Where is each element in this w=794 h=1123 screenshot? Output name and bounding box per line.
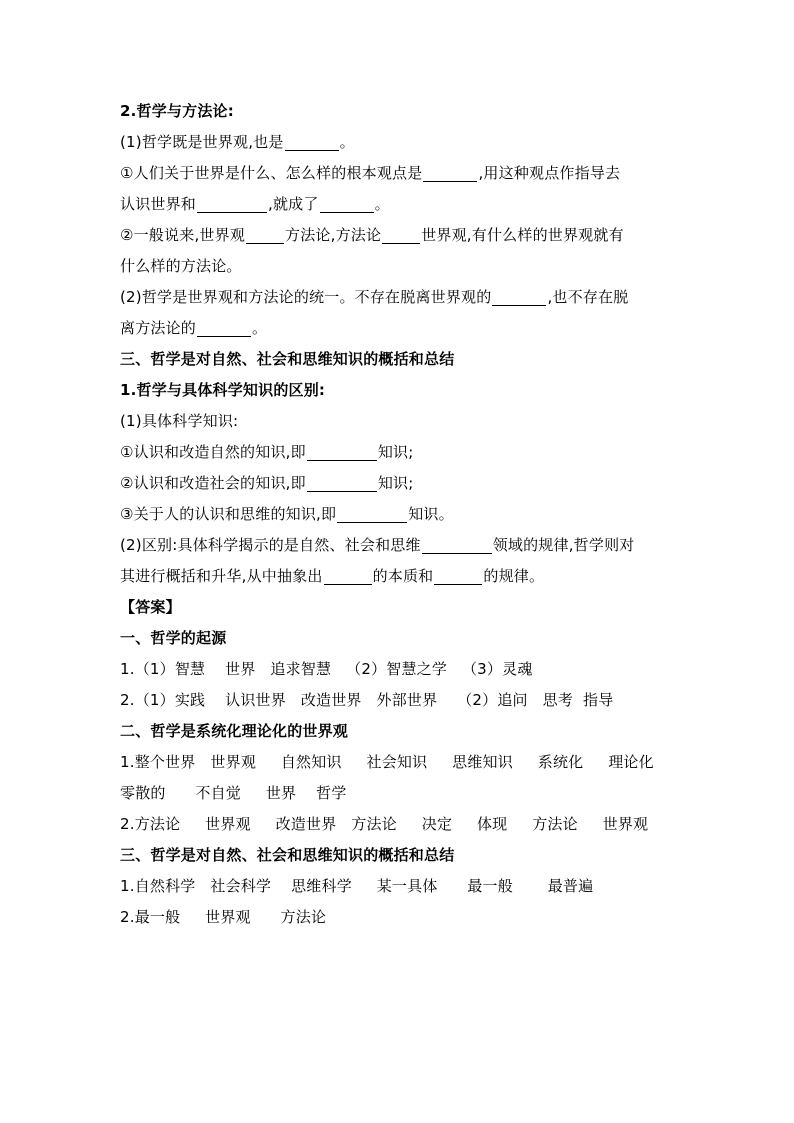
answer-heading: 三、哲学是对自然、社会和思维知识的概括和总结: [120, 846, 455, 864]
paragraph: 其进行概括和升华,从中抽象出 的本质和 的规律。: [120, 567, 545, 585]
paragraph: (2)哲学是世界观和方法论的统一。不存在脱离世界观的 ,也不存在脱: [120, 288, 629, 306]
fill-blank[interactable]: [320, 194, 374, 213]
paragraph: ①人们关于世界是什么、怎么样的根本观点是 ,用这种观点作指导去: [120, 164, 621, 182]
fill-blank[interactable]: [197, 318, 251, 337]
section-heading: 1.哲学与具体科学知识的区别:: [120, 381, 326, 399]
answer-line: 2.最一般 世界观 方法论: [120, 908, 327, 926]
answer-line: 1.自然科学 社会科学 思维科学 某一具体 最一般 最普遍: [120, 877, 594, 895]
paragraph: ①认识和改造自然的知识,即 知识;: [120, 443, 414, 461]
section-heading: 三、哲学是对自然、社会和思维知识的概括和总结: [120, 350, 455, 368]
section-heading: 2.哲学与方法论:: [120, 102, 234, 120]
fill-blank[interactable]: [324, 566, 372, 585]
fill-blank[interactable]: [307, 442, 377, 461]
fill-blank[interactable]: [246, 225, 284, 244]
fill-blank[interactable]: [197, 194, 267, 213]
fill-blank[interactable]: [337, 504, 407, 523]
answer-heading: 一、哲学的起源: [120, 629, 227, 647]
fill-blank[interactable]: [423, 163, 477, 182]
paragraph: (1)哲学既是世界观,也是 。: [120, 133, 355, 151]
fill-blank[interactable]: [492, 287, 546, 306]
paragraph: (1)具体科学知识:: [120, 412, 239, 430]
answer-line: 1.整个世界 世界观 自然知识 社会知识 思维知识 系统化 理论化: [120, 753, 654, 771]
paragraph: 离方法论的 。: [120, 319, 268, 337]
fill-blank[interactable]: [422, 535, 492, 554]
answer-line: 2.方法论 世界观 改造世界 方法论 决定 体现 方法论 世界观: [120, 815, 649, 833]
answer-line: 1.（1）智慧 世界 追求智慧 （2）智慧之学 （3）灵魂: [120, 660, 533, 678]
paragraph: ②一般说来,世界观 方法论,方法论 世界观,有什么样的世界观就有: [120, 226, 624, 244]
paragraph: 认识世界和 ,就成了 。: [120, 195, 390, 213]
fill-blank[interactable]: [307, 473, 377, 492]
answer-heading: 二、哲学是系统化理论化的世界观: [120, 722, 349, 740]
answer-line: 零散的 不自觉 世界 哲学: [120, 784, 347, 802]
paragraph: 什么样的方法论。: [120, 257, 242, 275]
fill-blank[interactable]: [434, 566, 482, 585]
fill-blank[interactable]: [382, 225, 420, 244]
paragraph: (2)区别:具体科学揭示的是自然、社会和思维 领域的规律,哲学则对: [120, 536, 635, 554]
answer-title: 【答案】: [120, 598, 181, 616]
paragraph: ②认识和改造社会的知识,即 知识;: [120, 474, 414, 492]
fill-blank[interactable]: [285, 132, 339, 151]
paragraph: ③关于人的认识和思维的知识,即 知识。: [120, 505, 454, 523]
answer-line: 2.（1）实践 认识世界 改造世界 外部世界 （2）追问 思考 指导: [120, 691, 614, 709]
document-page: [120, 96, 680, 933]
